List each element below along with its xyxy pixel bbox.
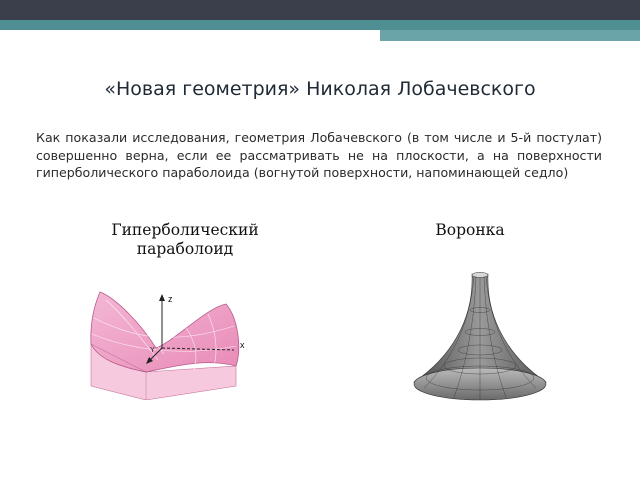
caption-hyperbolic-paraboloid [90,221,280,259]
caption-line-1: Гиперболический [111,221,259,239]
funnel-image [410,270,550,414]
slide-title: «Новая геометрия» Николая Лобачевского [104,78,536,100]
axis-y-label: Y [150,347,155,354]
hyperbolic-paraboloid-image [86,288,252,400]
accent-stripe [0,20,640,30]
axis-z-label: z [168,294,173,304]
slide-body-text: Как показали исследования, геометрия Лобачевского (в том числе и 5-й постулат) совершенно верна, если ее рассматривать не на плоскости, а на поверхности гиперболического параболоида (вогнутой поверхности, напоминающей седло) [36,130,602,180]
caption-line-2: параболоид [136,240,234,258]
accent-block [380,30,640,41]
caption-funnel: Воронка [435,221,505,239]
top-bar [0,0,640,20]
axis-x-label: x [240,340,245,350]
